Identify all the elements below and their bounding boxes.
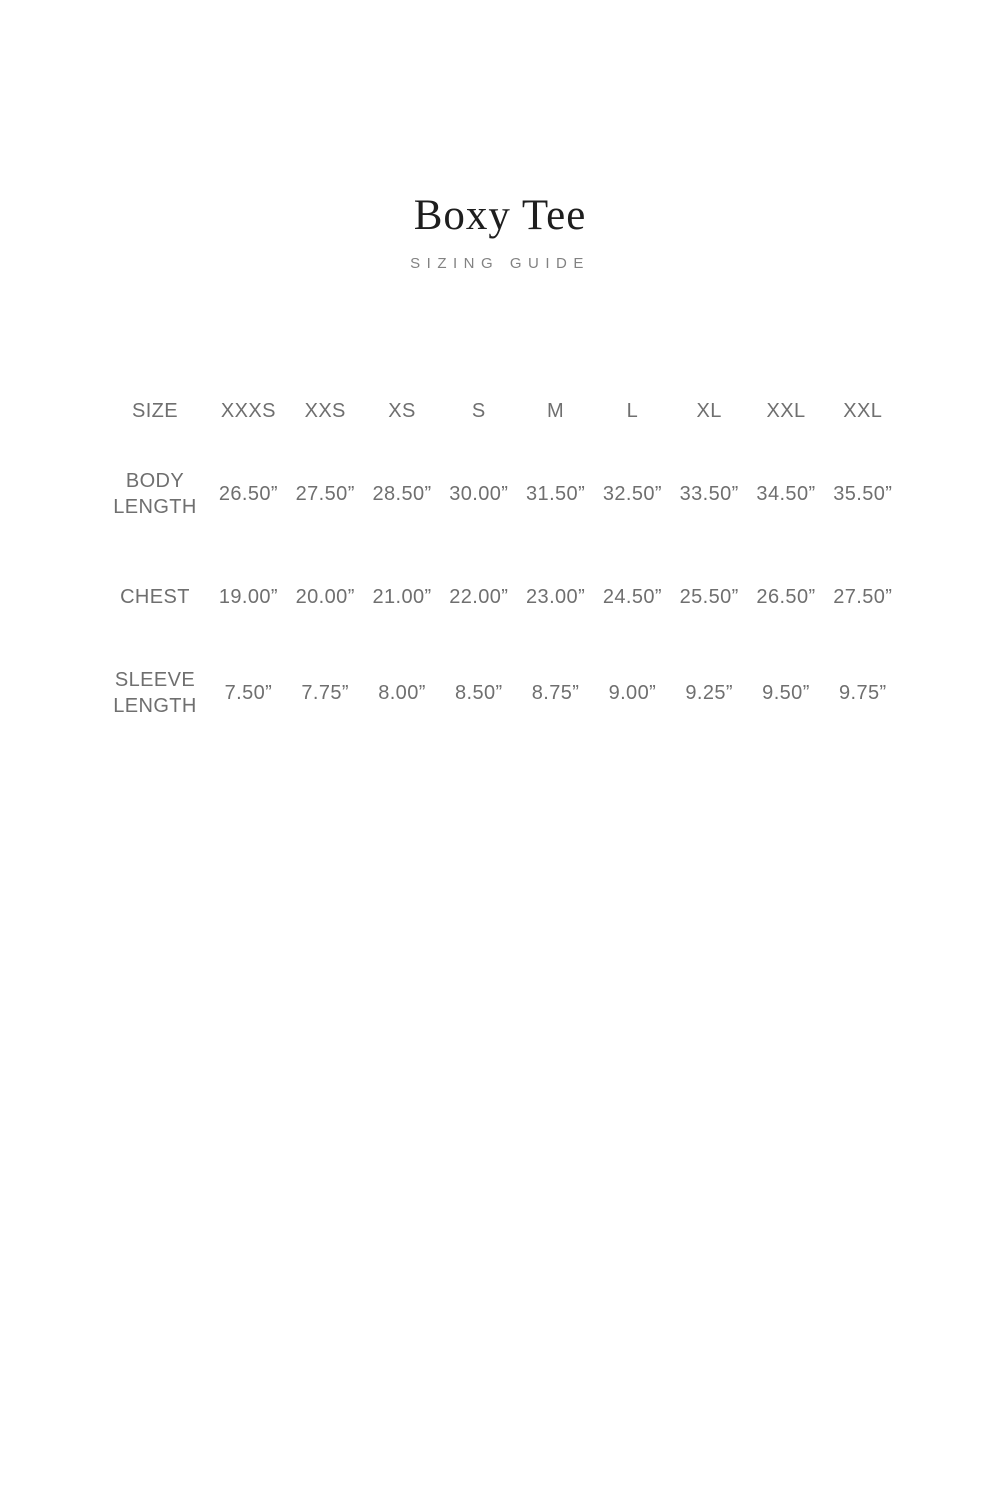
table-cell: 25.50” (679, 586, 739, 608)
table-cell: 19.00” (218, 586, 278, 608)
column-header-s: S (471, 400, 486, 422)
table-cell: 27.50” (295, 483, 355, 505)
table-cell: 27.50” (833, 586, 893, 608)
table-cell: 26.50” (218, 483, 278, 505)
table-cell: 8.50” (454, 682, 503, 704)
table-cell: 7.50” (224, 682, 273, 704)
table-cell: 35.50” (833, 483, 893, 505)
column-header-xxxs: XXXS (220, 400, 276, 422)
column-header-xxl-2: XXL (843, 400, 883, 422)
column-header-xxs: XXS (304, 400, 346, 422)
sizing-table (100, 383, 1000, 741)
table-cell: 21.00” (372, 586, 432, 608)
table-cell: 9.75” (838, 682, 887, 704)
table-cell: 34.50” (756, 483, 816, 505)
column-header-m: M (547, 400, 565, 422)
table-cell: 8.75” (531, 682, 580, 704)
table-cell: 8.00” (378, 682, 426, 704)
table-cell: 9.00” (608, 682, 657, 704)
table-cell: 23.00” (526, 586, 586, 608)
table-cell: 7.75” (301, 682, 349, 704)
row-label-chest: CHEST (120, 586, 190, 608)
column-header-xs: XS (388, 400, 416, 422)
table-cell: 30.00” (449, 483, 509, 505)
table-cell: 26.50” (756, 586, 816, 608)
column-header-xxl: XXL (766, 400, 806, 422)
table-cell: 20.00” (295, 586, 355, 608)
column-header-size: SIZE (131, 400, 179, 422)
row-label-body-length: BODY LENGTH (113, 470, 197, 518)
table-cell: 32.50” (602, 483, 662, 505)
table-cell: 33.50” (679, 483, 739, 505)
column-header-l: L (626, 400, 639, 422)
column-header-xl: XL (696, 400, 722, 422)
page-title: Boxy Tee (413, 192, 587, 239)
table-cell: 31.50” (526, 483, 586, 505)
table-cell: 22.00” (449, 586, 509, 608)
row-label-sleeve-length: SLEEVE LENGTH (113, 669, 197, 717)
table-cell: 24.50” (602, 586, 662, 608)
table-cell: 9.25” (685, 682, 733, 704)
table-cell: 9.50” (762, 682, 810, 704)
table-cell: 28.50” (372, 483, 432, 505)
page-subtitle: SIZING GUIDE (410, 255, 590, 272)
